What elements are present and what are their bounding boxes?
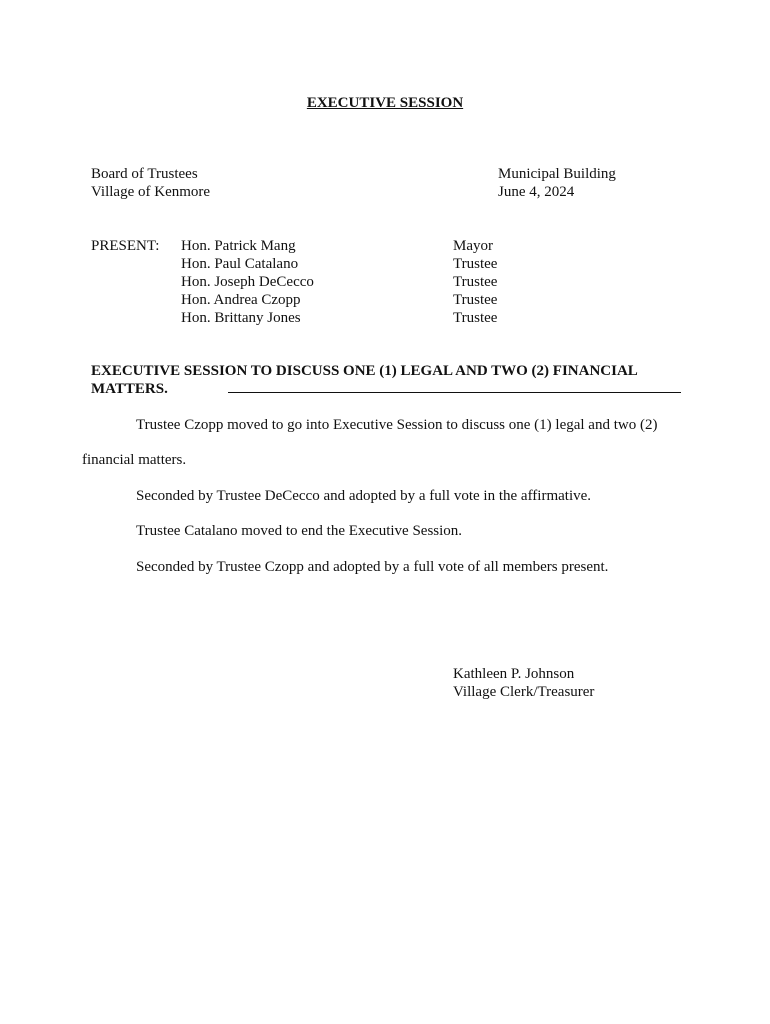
signer-title: Village Clerk/Treasurer (453, 684, 595, 700)
attendee-name: Hon. Paul Catalano (181, 256, 299, 272)
signature-block (453, 665, 594, 701)
attendee-roles (453, 237, 497, 327)
village-name: Village of Kenmore (91, 184, 211, 200)
header-left (91, 165, 210, 201)
attendee-role: Trustee (453, 310, 498, 326)
attendee-role: Trustee (453, 256, 498, 272)
signer-name: Kathleen P. Johnson (453, 666, 575, 682)
section-heading-line1: EXECUTIVE SESSION TO DISCUSS ONE (1) LEGAL AND TWO (2) FINANCIAL (91, 363, 638, 379)
second-end-paragraph: Seconded by Trustee Czopp and adopted by a full vote of all members present. (136, 559, 609, 575)
attendee-role: Mayor (453, 238, 493, 254)
section-heading (91, 362, 681, 398)
section-heading-line2 (91, 380, 681, 398)
attendee-name: Hon. Joseph DeCecco (181, 274, 314, 290)
section-heading-line2-text: MATTERS. (91, 381, 168, 397)
attendee-name: Hon. Andrea Czopp (181, 292, 301, 308)
board-name: Board of Trustees (91, 166, 198, 182)
motion-paragraph-line1: Trustee Czopp moved to go into Executive Session to discuss one (1) legal and two (2) (136, 417, 658, 433)
motion-paragraph-line2: financial matters. (82, 452, 187, 468)
attendee-name: Hon. Patrick Mang (181, 238, 296, 254)
meeting-location: Municipal Building (498, 166, 616, 182)
header-right (498, 165, 616, 201)
heading-underline (228, 380, 681, 393)
second-paragraph: Seconded by Trustee DeCecco and adopted by a full vote in the affirmative. (136, 488, 592, 504)
end-motion-paragraph: Trustee Catalano moved to end the Executive Session. (136, 523, 463, 539)
attendee-names (181, 237, 314, 327)
attendee-role: Trustee (453, 292, 498, 308)
document-title: EXECUTIVE SESSION (306, 95, 464, 111)
attendee-name: Hon. Brittany Jones (181, 310, 301, 326)
attendee-role: Trustee (453, 274, 498, 290)
meeting-date: June 4, 2024 (498, 184, 575, 200)
present-label: PRESENT: (91, 238, 160, 254)
